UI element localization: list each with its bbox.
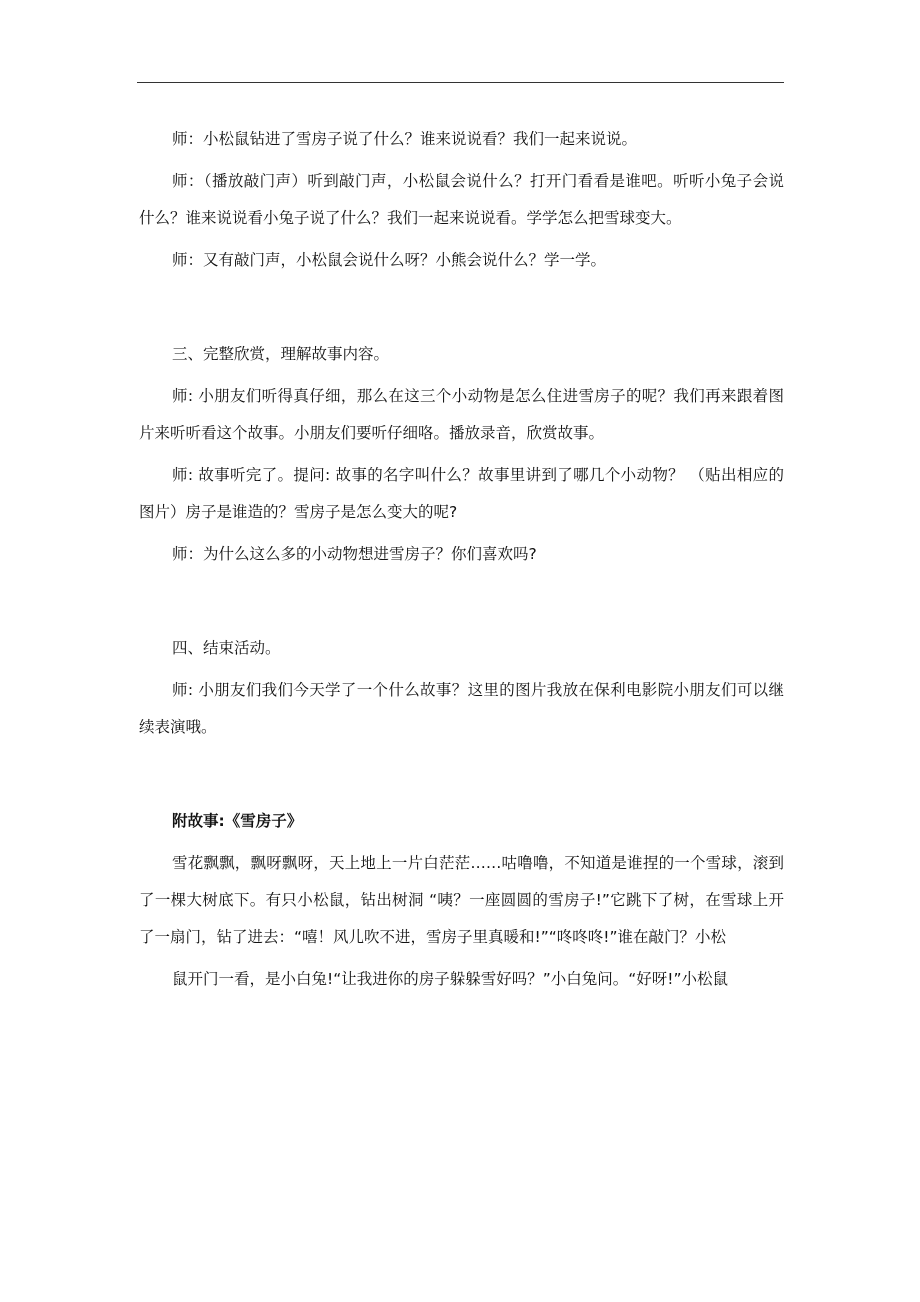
paragraph-teacher-7: 师: 小朋友们我们今天学了一个什么故事？这里的图片我放在保利电影院小朋友们可以继续表演哦。 bbox=[139, 681, 784, 736]
paragraph-teacher-3: 师：又有敲门声，小松鼠会说什么呀？小熊会说什么？学一学。 bbox=[172, 251, 607, 269]
section-gap bbox=[139, 578, 784, 630]
section-gap bbox=[139, 284, 784, 336]
section-heading-4: 四、结束活动。 bbox=[172, 639, 281, 657]
paragraph-teacher-1: 师：小松鼠钻进了雪房子说了什么？谁来说说看？我们一起来说说。 bbox=[172, 130, 638, 148]
story-title: 附故事:《雪房子》 bbox=[172, 812, 303, 830]
section-gap bbox=[139, 751, 784, 803]
story-paragraph-1: 雪花飘飘，飘呀飘呀，天上地上一片白茫茫……咕噜噜，不知道是谁捏的一个雪球，滚到了一棵大树底下。有只小松鼠，钻出树洞 “咦？一座圆圆的雪房子!”它跳下了树，在雪球上开了一扇门，钻了进去：“嘻！风儿吹不进，雪房子里真暖和!”“咚咚咚!”谁在敲门？小松 bbox=[139, 854, 784, 946]
document-body bbox=[139, 121, 784, 1003]
paragraph-teacher-2: 师：（播放敲门声）听到敲门声，小松鼠会说什么？打开门看看是谁吧。听听小兔子会说什么？谁来说说看小兔子说了什么？我们一起来说说看。学学怎么把雪球变大。 bbox=[139, 172, 784, 227]
paragraph-teacher-6: 师：为什么这么多的小动物想进雪房子？你们喜欢吗? bbox=[172, 545, 537, 563]
paragraph-teacher-5: 师: 故事听完了。提问: 故事的名字叫什么？故事里讲到了哪几个小动物？ （贴出相应的图片）房子是谁造的？雪房子是怎么变大的呢? bbox=[139, 466, 784, 521]
paragraph-teacher-4: 师: 小朋友们听得真仔细，那么在这三个小动物是怎么住进雪房子的呢？我们再来跟着图片来听听看这个故事。小朋友们要听仔细咯。播放录音，欣赏故事。 bbox=[139, 387, 784, 442]
section-heading-3: 三、完整欣赏，理解故事内容。 bbox=[172, 345, 390, 363]
story-paragraph-2: 鼠开门一看，是小白兔!“让我进你的房子躲躲雪好吗？”小白兔问。“好呀!”小松鼠 bbox=[172, 970, 729, 988]
header-rule bbox=[137, 82, 784, 83]
